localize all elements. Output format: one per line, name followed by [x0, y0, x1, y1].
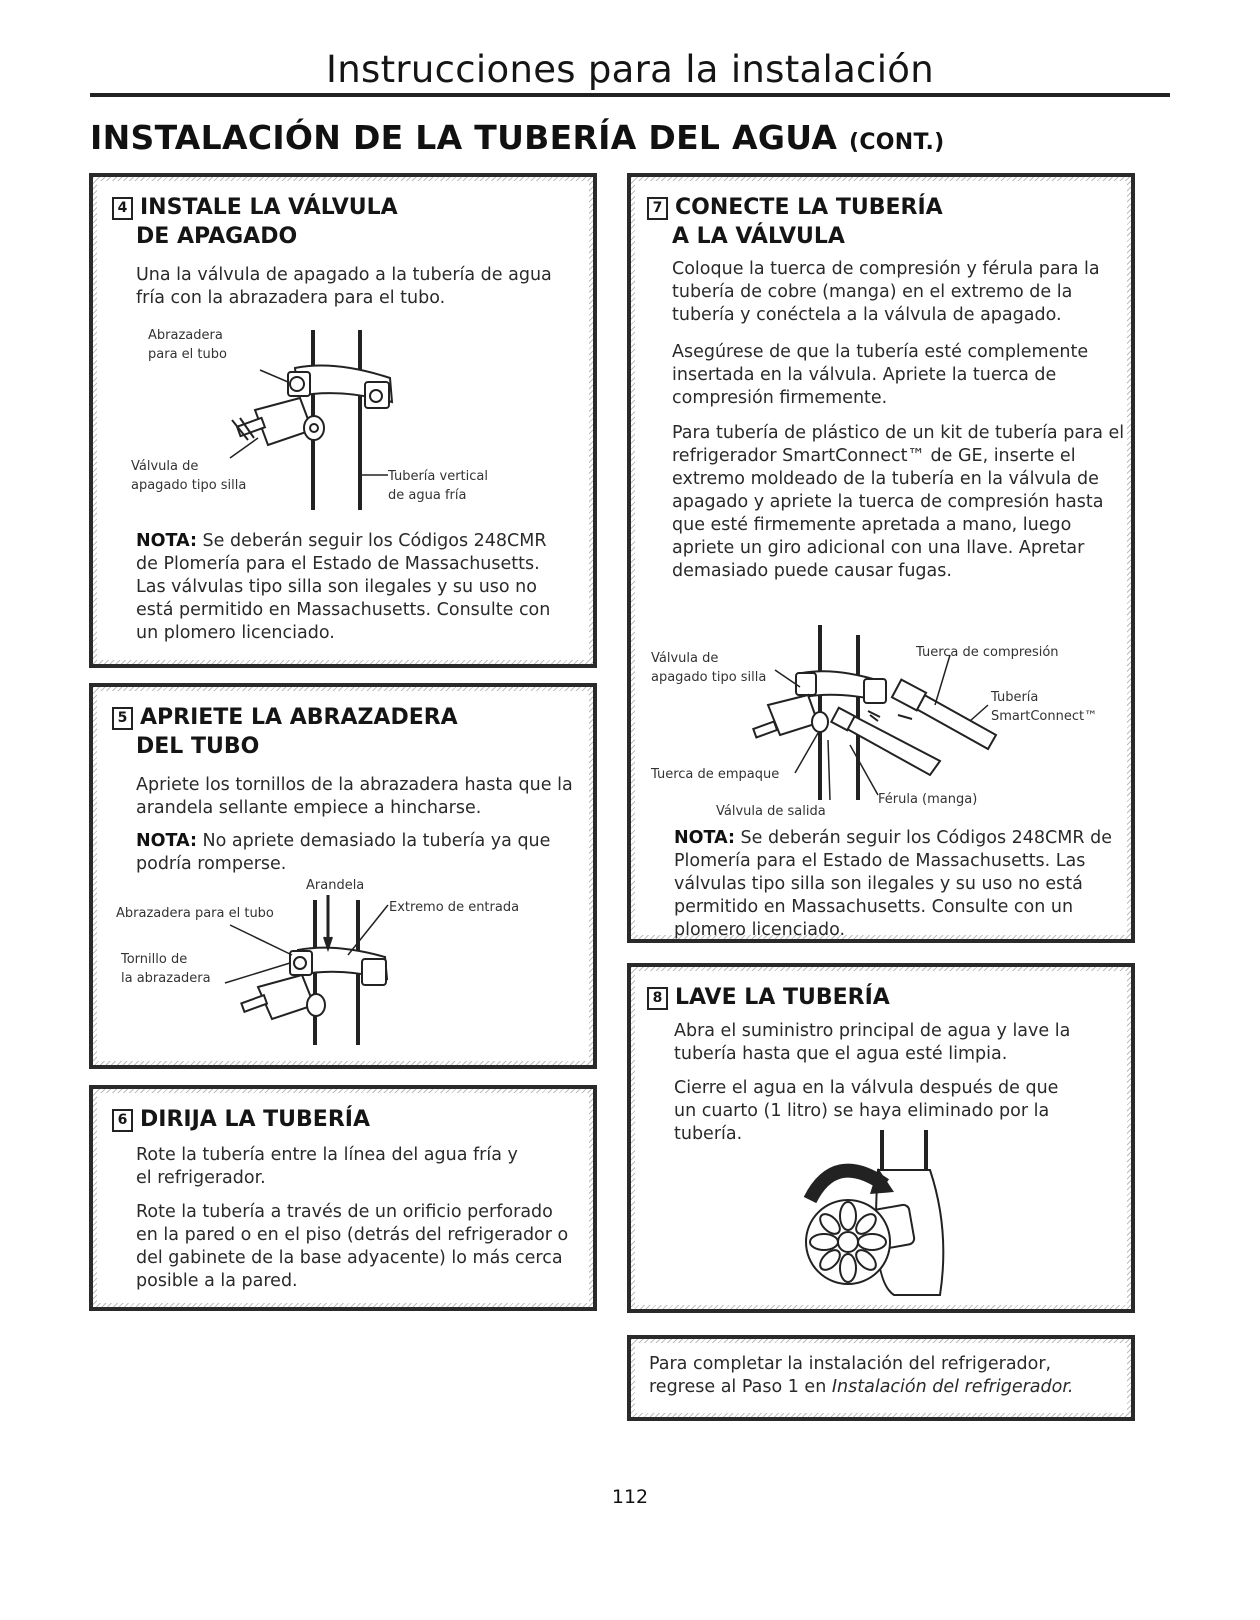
step-7-title	[647, 193, 943, 222]
step-5-clamp-illustration	[220, 895, 410, 1050]
step-7-note	[674, 827, 1114, 942]
step-8-title	[647, 983, 890, 1012]
step-4-note-label: NOTA:	[136, 531, 197, 551]
step-7-body-3: Para tubería de plástico de un kit de tubería para el refrigerador SmartConnect™ de GE, inserte el extremo moldeado de la tubería en la válvula de apagado y apriete la tuerca de compresión hasta que esté firmemente apretada a mano, luego apriete un giro adicional con una llave. Apretar demasiado puede causar fugas.	[672, 423, 1125, 581]
step-6-body-2: Rote la tubería a través de un orificio perforado en la pared o en el piso (detrás del refrigerador o del gabinete de la base adyacente) lo más cerca posible a la pared.	[136, 1202, 569, 1291]
step-6-title-text: DIRIJA LA TUBERÍA	[140, 1107, 370, 1132]
final-note-italic: Instalación del refrigerador.	[831, 1377, 1074, 1397]
step-4-label-valve-2: apagado tipo silla	[131, 478, 247, 493]
step-5-number: 5	[112, 707, 133, 730]
step-7-number: 7	[647, 197, 668, 220]
step-5-note-text: No apriete demasiado la tubería ya que podría romperse.	[136, 831, 551, 874]
step-8-body-2: Cierre el agua en la válvula después de que un cuarto (1 litro) se haya eliminado por la tubería.	[674, 1078, 1059, 1144]
step-5-title-line2: DEL TUBO	[136, 734, 260, 759]
step-5-body: Apriete los tornillos de la abrazadera hasta que la arandela sellante empiece a hincharse.	[136, 775, 573, 818]
step-7-label-valve-1: Válvula de	[651, 651, 719, 666]
step-7-title-line2: A LA VÁLVULA	[672, 224, 845, 249]
step-4-number: 4	[112, 197, 133, 220]
step-5-label-clamp: Abrazadera para el tubo	[116, 906, 274, 921]
step-4-label-clamp-1: Abrazadera	[148, 328, 223, 343]
page-header-title: Instrucciones para la instalación	[326, 48, 934, 91]
step-8-title-text: LAVE LA TUBERÍA	[675, 985, 890, 1010]
step-8-faucet-valve-illustration	[790, 1130, 960, 1295]
step-7-note-text: Se deberán seguir los Códigos 248CMR de Plomería para el Estado de Massachusetts. Las válvulas tipo silla son ilegales y su uso no está permitido en Massachusetts. Consulte con un plomero licenciado.	[674, 828, 1112, 940]
step-7-label-packing: Tuerca de empaque	[651, 767, 780, 782]
final-note-main: Para completar la instalación del refrigerador, regrese al Paso 1 en	[649, 1354, 1052, 1397]
step-5-title	[112, 703, 458, 732]
step-5-label-screw-1: Tornillo de	[121, 952, 188, 967]
step-4-title-line2: DE APAGADO	[136, 224, 298, 249]
step-7-label-outlet: Válvula de salida	[716, 804, 826, 819]
step-4-label-clamp-2: para el tubo	[148, 347, 227, 362]
section-title	[90, 118, 944, 157]
step-5-note	[136, 830, 556, 876]
step-4-note-text: Se deberán seguir los Códigos 248CMR de Plomería para el Estado de Massachusetts. Las válvulas tipo silla son ilegales y su uso no está permitido en Massachusetts. Consulte con un plomero licenciado.	[136, 531, 551, 643]
step-7-label-nut: Tuerca de compresión	[916, 645, 1059, 660]
step-5-label-washer: Arandela	[306, 878, 365, 893]
step-7-title-line1: CONECTE LA TUBERÍA	[675, 195, 943, 220]
step-5-note-label: NOTA:	[136, 831, 197, 851]
step-4-label-pipe-2: de agua fría	[388, 488, 467, 503]
step-7-label-valve-2: apagado tipo silla	[651, 670, 767, 685]
step-4-body: Una la válvula de apagado a la tubería de agua fría con la abrazadera para el tubo.	[136, 265, 552, 308]
final-note-text	[649, 1353, 1109, 1399]
step-6-title	[112, 1105, 370, 1134]
step-7-label-tube-2: SmartConnect™	[991, 709, 1098, 724]
step-7-body-2: Asegúrese de que la tubería esté complemente insertada en la válvula. Apriete la tuerca de compresión firmemente.	[672, 342, 1089, 408]
step-5-title-line1: APRIETE LA ABRAZADERA	[140, 705, 458, 730]
step-7-connection-illustration	[730, 625, 1030, 810]
step-8-number: 8	[647, 987, 668, 1010]
step-7-body-1: Coloque la tuerca de compresión y férula para la tubería de cobre (manga) en el extremo de la tubería y conéctela a la válvula de apagado.	[672, 259, 1100, 325]
page-number: 112	[611, 1486, 649, 1508]
section-title-text: INSTALACIÓN DE LA TUBERÍA DEL AGUA	[90, 118, 838, 157]
step-5-label-screw-2: la abrazadera	[121, 971, 211, 986]
step-7-label-tube-1: Tubería	[991, 690, 1039, 705]
step-7-label-ferrule: Férula (manga)	[878, 792, 978, 807]
step-8-body-1: Abra el suministro principal de agua y lave la tubería hasta que el agua esté limpia.	[674, 1021, 1071, 1064]
step-4-note	[136, 530, 566, 645]
step-5-label-inlet: Extremo de entrada	[389, 900, 520, 915]
step-6-body-1: Rote la tubería entre la línea del agua fría y el refrigerador.	[136, 1145, 518, 1188]
step-4-title-line1: INSTALE LA VÁLVULA	[140, 195, 398, 220]
step-4-label-pipe-1: Tubería vertical	[388, 469, 488, 484]
header-divider	[90, 93, 1170, 97]
step-4-title	[112, 193, 398, 222]
step-7-note-label: NOTA:	[674, 828, 735, 848]
step-6-number: 6	[112, 1109, 133, 1132]
step-4-saddle-valve-illustration	[200, 330, 420, 515]
step-4-label-valve-1: Válvula de	[131, 459, 199, 474]
section-title-suffix: (CONT.)	[848, 130, 945, 155]
